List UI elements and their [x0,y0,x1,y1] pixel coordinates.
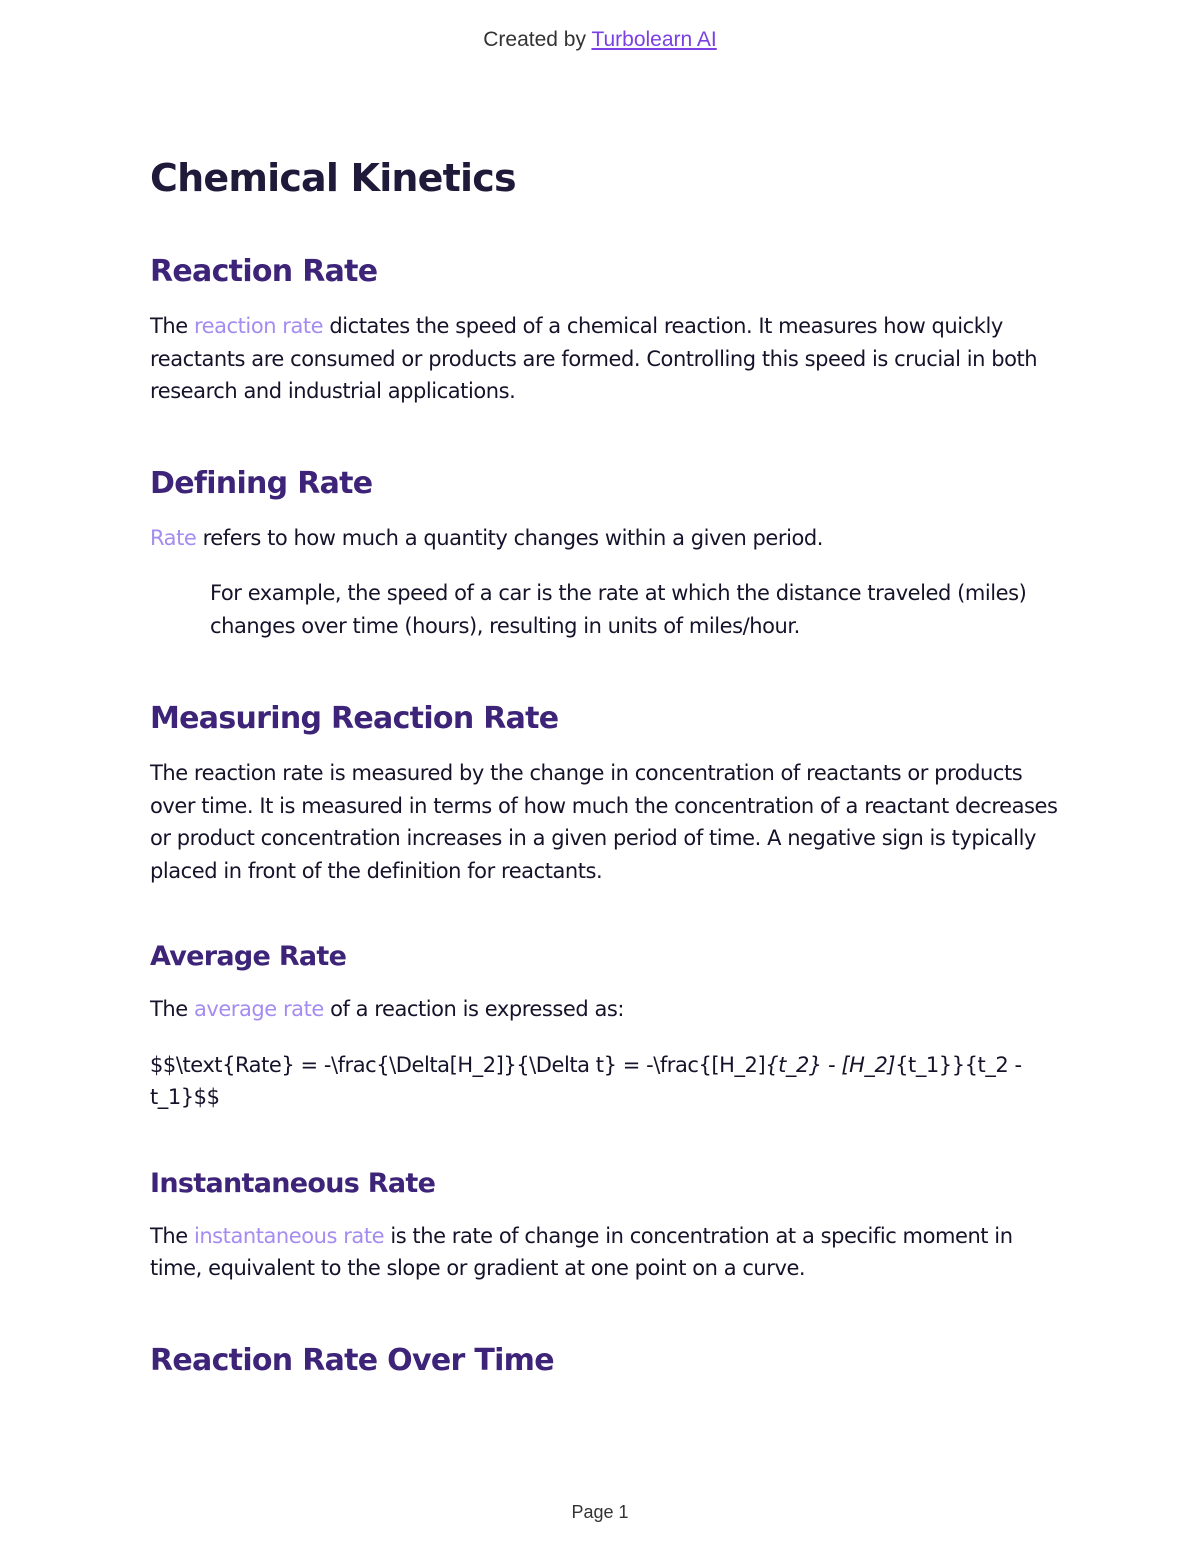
term-average-rate: average rate [193,997,324,1021]
turbolearn-link[interactable]: Turbolearn AI [591,28,717,51]
heading-defining-rate: Defining Rate [150,465,373,501]
term-instantaneous-rate: instantaneous rate [193,1223,385,1248]
paragraph-average-rate [150,993,1060,1026]
formula-part: $$\text{Rate} = -\frac{\Delta[H_2]}{\Delta t} = -\frac{[H_2] [150,1052,766,1077]
text-segment: The [150,1223,194,1248]
heading-average-rate: Average Rate [150,941,347,972]
example-car-speed: For example, the speed of a car is the rate at which the distance traveled (miles) changes over time (hours), resulting in units of miles/hour. [210,581,1027,638]
heading-measuring-reaction-rate: Measuring Reaction Rate [150,701,559,736]
text-segment: The [150,314,194,338]
page-header [0,28,1200,52]
formula-part: {t_1}}{t_2 - t_1}$$ [150,1052,1022,1109]
formula-part-italic: {t_2} - [H_2] [765,1052,896,1077]
heading-instantaneous-rate: Instantaneous Rate [150,1167,436,1199]
paragraph-reaction-rate [150,310,1060,408]
formula-average-rate [150,1049,1060,1114]
document-body [150,150,1060,1383]
text-segment: is the rate of change in concentration at a specific moment in time, equivalent to the slope or gradient at one point on a curve. [150,1223,1013,1280]
heading-reaction-rate: Reaction Rate [150,254,378,289]
text-segment: refers to how much a quantity changes within a given period. [196,525,823,550]
term-rate: Rate [150,525,197,550]
paragraph-instantaneous-rate [150,1220,1060,1285]
text-segment: The [150,997,194,1021]
heading-reaction-rate-over-time: Reaction Rate Over Time [150,1342,554,1378]
page-title: Chemical Kinetics [150,156,516,200]
text-segment: of a reaction is expressed as: [323,997,624,1021]
term-reaction-rate: reaction rate [193,314,324,338]
paragraph-measuring: The reaction rate is measured by the change in concentration of reactants or products over time. It is measured in terms of how much the concentration of a reactant decreases or product concentration increases in a given period of time. A negative sign is typically placed in front of the definition for reactants. [150,761,1058,883]
paragraph-defining-rate [150,522,1060,555]
header-prefix: Created by [483,28,592,51]
text-segment: dictates the speed of a chemical reaction. It measures how quickly reactants are consumed or products are formed. Controlling this speed is crucial in both research and industrial applications. [150,314,1038,403]
page-number: Page 1 [571,1502,629,1522]
